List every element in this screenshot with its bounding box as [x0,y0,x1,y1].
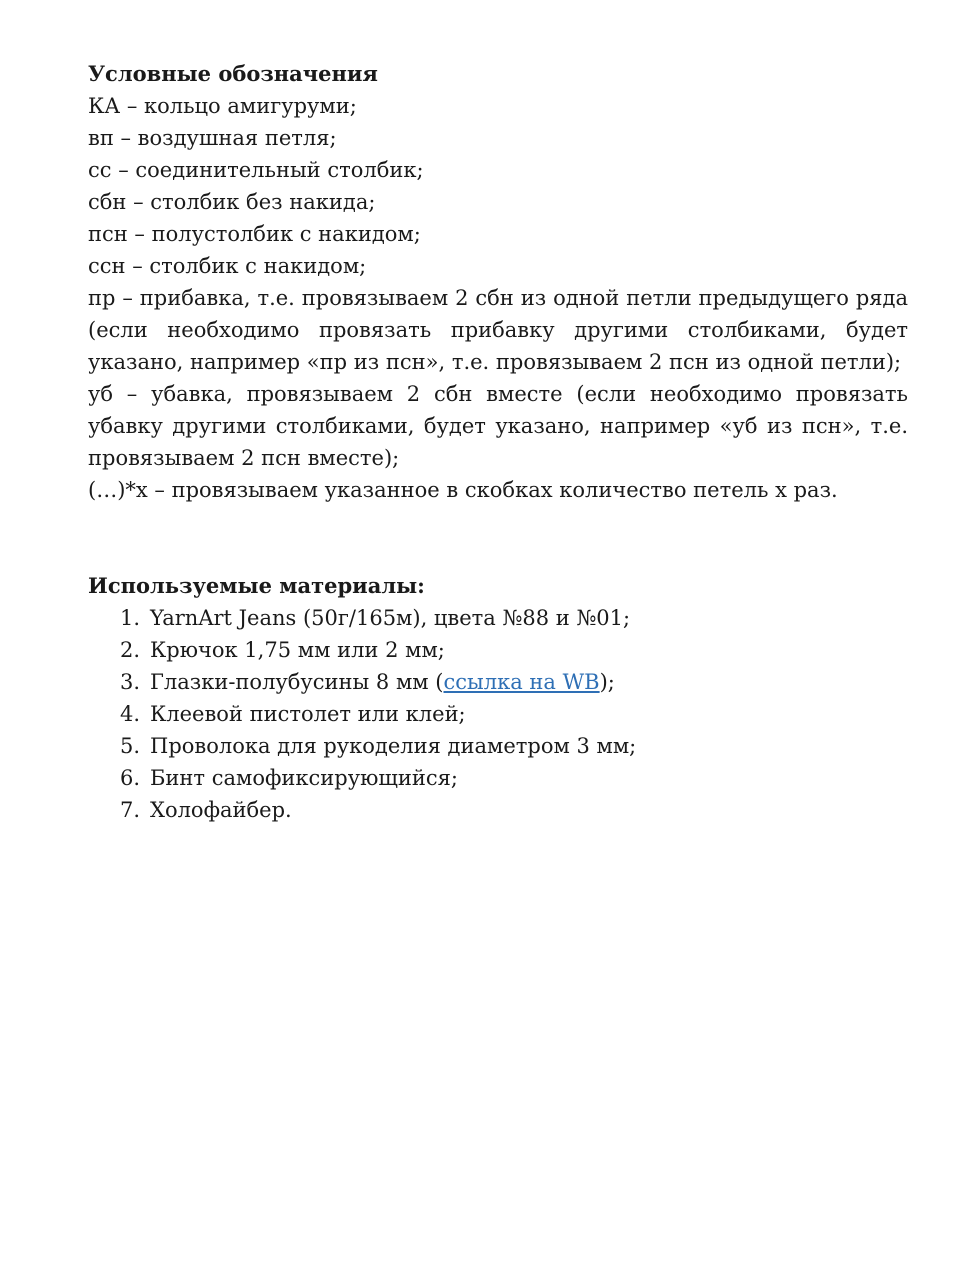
materials-item [88,698,908,730]
legend-item: ссн – столбик с накидом; [88,254,367,278]
materials-item [88,634,908,666]
materials-item-number: 5. [119,734,140,758]
section-spacer [88,506,908,570]
materials-item-text: Бинт самофиксирующийся; [150,766,458,790]
legend-item: КА – кольцо амигуруми; [88,94,357,118]
materials-item-text [150,666,908,698]
legend-heading: Условные обозначения [88,61,378,86]
materials-item [88,762,908,794]
materials-item-number: 7. [119,798,140,822]
legend-item: уб – убавка, провязываем 2 сбн вместе (если необходимо провязать убавку другими столбиками, будет указано, например «уб из псн», т.е. провязываем 2 псн вместе); [88,382,908,470]
materials-item-number: 4. [119,702,140,726]
legend-item: сбн – столбик без накида; [88,190,376,214]
materials-item-text: Крючок 1,75 мм или 2 мм; [150,638,445,662]
legend-item: псн – полустолбик с накидом; [88,222,421,246]
materials-item [88,794,908,826]
document-page [88,58,908,826]
legend-item: (…)*х – провязываем указанное в скобках количество петель х раз. [88,478,838,502]
materials-item-text-after: ); [599,670,615,694]
materials-list [88,602,908,826]
legend-item: сс – соединительный столбик; [88,158,424,182]
materials-item-text: YarnArt Jeans (50г/165м), цвета №88 и №01; [150,606,631,630]
materials-item-text: Проволока для рукоделия диаметром 3 мм; [150,734,637,758]
materials-item-number: 3. [119,670,140,694]
materials-item [88,730,908,762]
legend-item: пр – прибавка, т.е. провязываем 2 сбн из одной петли предыдущего ряда (если необходимо провязать прибавку другими столбиками, будет указано, например «пр из псн», т.е. провязываем 2 псн из одной петли); [88,286,908,374]
legend-list [88,90,908,506]
materials-item [88,602,908,634]
legend-item: вп – воздушная петля; [88,126,337,150]
wb-link[interactable]: ссылка на WB [443,670,600,694]
materials-item-text: Клеевой пистолет или клей; [150,702,466,726]
materials-item-text: Холофайбер. [150,798,292,822]
materials-item-text-before: Глазки-полубусины 8 мм ( [150,670,444,694]
materials-item-number: 1. [119,606,140,630]
materials-item [88,666,908,698]
materials-item-number: 6. [119,766,140,790]
materials-heading: Используемые материалы: [88,573,425,598]
materials-item-number: 2. [119,638,140,662]
